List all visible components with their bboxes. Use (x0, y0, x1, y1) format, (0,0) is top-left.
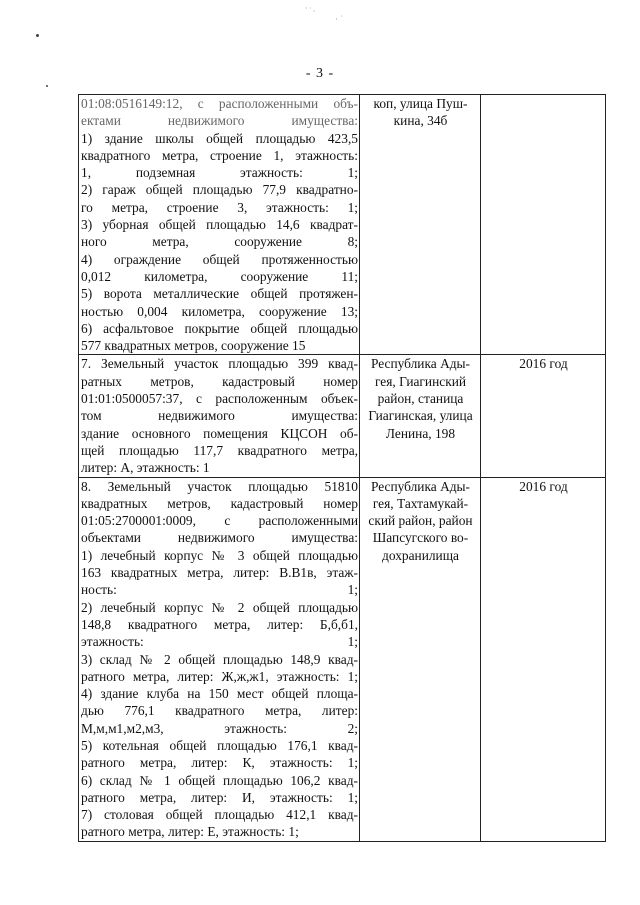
address-line: гея, Гиагинский (374, 373, 467, 389)
description-line: 6) асфальтовое покрытие общей площадью (81, 320, 358, 336)
description-line: 7) столовая общей площадью 412,1 квад- (81, 807, 358, 823)
address-line: Гиагинская, улица (368, 408, 473, 424)
description-line: том недвижимого имущества: (81, 408, 358, 424)
description-line: 01:08:0516149:12, с расположенными объ- (81, 96, 358, 111)
description-line: литер: А, этажность: 1 (81, 460, 210, 476)
description-line: 1, подземная этажность: 1; (81, 165, 358, 181)
description-line: 7. Земельный участок площадью 399 квад- (81, 356, 358, 372)
description-line: 148,8 квадратного метра, литер: Б,б,б1, (81, 616, 358, 632)
year-value: 2016 год (519, 356, 568, 372)
description-line: 01:01:0500057:37, с расположенным объек- (81, 391, 358, 407)
description-line: 4) здание клуба на 150 мест общей площа- (81, 686, 358, 702)
scan-speck: ˙ ̇ · (305, 6, 316, 16)
description-line: ного метра, сооружение 8; (81, 234, 358, 250)
description-line: 01:05:2700001:0009, с расположенными (81, 513, 358, 529)
description-line: М,м,м1,м2,м3, этажность: 2; (81, 720, 358, 736)
description-line: ратного метра, литер: Е, этажность: 1; (81, 824, 299, 840)
description-line: ратного метра, литер: Ж,ж,ж1, этажность: 1; (81, 668, 358, 684)
description-line: ратного метра, литер: И, этажность: 1; (81, 789, 358, 805)
description-line: ность: 1; (81, 582, 358, 598)
scan-mark (36, 34, 39, 37)
description-line: 4) ограждение общей протяженностью (81, 251, 358, 267)
scan-mark (46, 85, 48, 87)
table-row (79, 477, 606, 841)
description-line: 8. Земельный участок площадью 51810 (81, 478, 358, 494)
description-line: ратного метра, литер: К, этажность: 1; (81, 755, 358, 771)
description-line: щей площадью 117,7 квадратного метра, (81, 442, 358, 458)
description-line: ектами недвижимого имущества: (81, 113, 358, 129)
privatization-year-cell (481, 95, 606, 355)
description-line: 0,012 километра, сооружение 11; (81, 268, 358, 284)
description-line: 163 квадратных метра, литер: В.В1в, этаж- (81, 565, 358, 581)
description-line: 3) склад № 2 общей площадью 148,9 квад- (81, 651, 358, 667)
year-value: 2016 год (519, 478, 568, 494)
page-number: - 3 - (305, 66, 335, 81)
description-line: 3) уборная общей площадью 14,6 квадрат- (81, 217, 358, 233)
address-line: Шапсугского во- (372, 530, 469, 546)
privatization-year-cell (481, 477, 606, 841)
address-line: кина, 34б (393, 113, 448, 129)
description-line: 1) лечебный корпус № 3 общей площадью (81, 547, 358, 563)
property-address-cell (360, 477, 481, 841)
description-line: этажность: 1; (81, 634, 358, 650)
description-line: 5) ворота металлические общей протяжен- (81, 286, 358, 302)
scan-speck: · ˙ (335, 14, 344, 24)
description-line: 5) котельная общей площадью 176,1 квад- (81, 737, 358, 753)
description-line: ностью 0,004 километра, сооружение 13; (81, 303, 358, 319)
address-line: Республика Ады- (370, 478, 471, 494)
description-line: здание основного помещения КЦСОН об- (81, 425, 358, 441)
description-line: ратных метров, кадастровый номер (81, 373, 358, 389)
address-line: ский район, район (368, 513, 473, 529)
description-line: 1) здание школы общей площадью 423,5 (81, 130, 358, 146)
description-line: 577 квадратных метров, сооружение 15 (81, 338, 306, 354)
description-line: го метра, строение 3, этажность: 1; (81, 199, 358, 215)
address-line: коп, улица Пуш- (373, 96, 468, 111)
address-line: дохранилища (382, 547, 459, 563)
description-line: 6) склад № 1 общей площадью 106,2 квад- (81, 772, 358, 788)
address-line: район, станица (377, 391, 464, 407)
address-line: гея, Тахтамукай- (372, 495, 469, 511)
address-line: Республика Ады- (370, 356, 471, 372)
property-address-cell (360, 95, 481, 355)
address-line: Ленина, 198 (385, 425, 456, 441)
description-line: квадратного метра, строение 1, этажность: (81, 147, 358, 163)
property-description-cell (79, 355, 360, 477)
description-line: дью 776,1 квадратного метра, литер: (81, 703, 358, 719)
description-line: 2) лечебный корпус № 2 общей площадью (81, 599, 358, 615)
property-table (78, 94, 606, 842)
table-row (79, 355, 606, 477)
description-line: квадратных метров, кадастровый номер (81, 495, 358, 511)
property-description-cell (79, 477, 360, 841)
property-address-cell (360, 355, 481, 477)
property-description-cell (79, 95, 360, 355)
privatization-year-cell (481, 355, 606, 477)
description-line: 2) гараж общей площадью 77,9 квадратно- (81, 182, 358, 198)
description-line: объектами недвижимого имущества: (81, 530, 358, 546)
table-row (79, 95, 606, 355)
